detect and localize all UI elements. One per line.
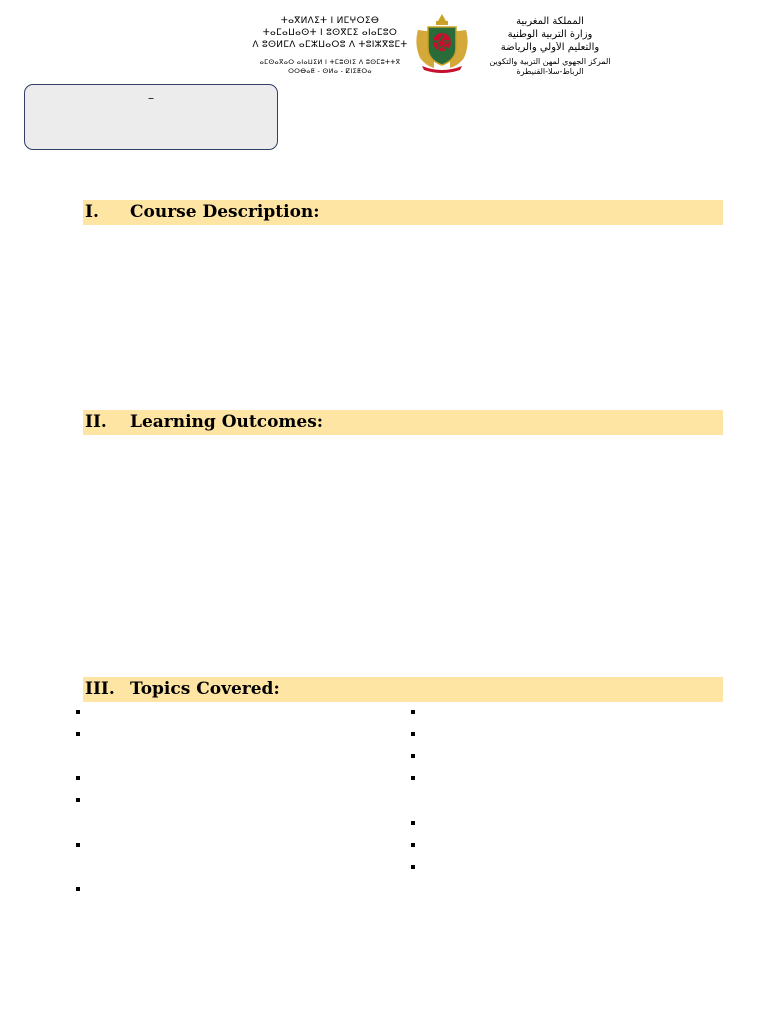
list-bullet [76, 798, 80, 802]
section-number: I. [85, 202, 99, 222]
list-bullet [76, 887, 80, 891]
list-bullet [411, 732, 415, 736]
section-course-description [83, 200, 723, 225]
section-number: II. [85, 412, 107, 432]
letterhead [250, 12, 620, 92]
list-bullet [411, 754, 415, 758]
arabic-sub-2: الرباط-سلا-القنيطرة [516, 67, 584, 76]
list-bullet [411, 776, 415, 780]
arabic-line-2: وزارة التربية الوطنية [507, 29, 593, 40]
section-title: Topics Covered: [130, 679, 280, 699]
list-bullet [76, 732, 80, 736]
section-learning-outcomes [83, 410, 723, 435]
arabic-sub-1: المركز الجهوي لمهن التربية والتكوين [489, 57, 611, 66]
arabic-line-3: والتعليم الأولي والرياضة [500, 42, 600, 53]
section-title: Learning Outcomes: [130, 412, 324, 432]
section-number: III. [85, 679, 115, 699]
tifinagh-line-1: ⵜⴰⴳⵍⴷⵉⵜ ⵏ ⵍⵎⵖⵔⵉⴱ [280, 16, 380, 26]
arabic-line-1: المملكة المغربية [516, 16, 584, 27]
list-bullet [76, 776, 80, 780]
list-bullet [411, 843, 415, 847]
section-title: Course Description: [130, 202, 320, 222]
list-bullet [411, 710, 415, 714]
tifinagh-line-2: ⵜⴰⵎⴰⵡⴰⵙⵜ ⵏ ⵓⵙⴳⵎⵉ ⴰⵏⴰⵎⵓⵔ [262, 28, 398, 38]
coat-of-arms-emblem [412, 12, 472, 74]
list-bullet [76, 710, 80, 714]
tifinagh-sub-2: ⵔⵔⴱⴰⵟ - ⵙⵍⴰ - ⵇⵏⵉⵟⵔⴰ [288, 67, 372, 75]
label-box [24, 84, 278, 150]
list-bullet [411, 865, 415, 869]
label-box-text: – [148, 91, 154, 105]
list-bullet [411, 821, 415, 825]
tifinagh-sub-1: ⴰⵎⵙⴰⴳⴰⵔ ⴰⵏⴰⵡⵉⵍ ⵏ ⵜⵎⵓⵙⵏⵉ ⴷ ⵓⵙⵎⵓⵜⵜⴳ [259, 58, 401, 66]
section-topics-covered [83, 677, 723, 702]
list-bullet [76, 843, 80, 847]
tifinagh-line-3: ⴷ ⵓⵙⵍⵎⴷ ⴰⵎⵣⵡⴰⵔⵓ ⴷ ⵜⵓⵏⵣⴳⵓⵎⵜ [252, 40, 408, 50]
